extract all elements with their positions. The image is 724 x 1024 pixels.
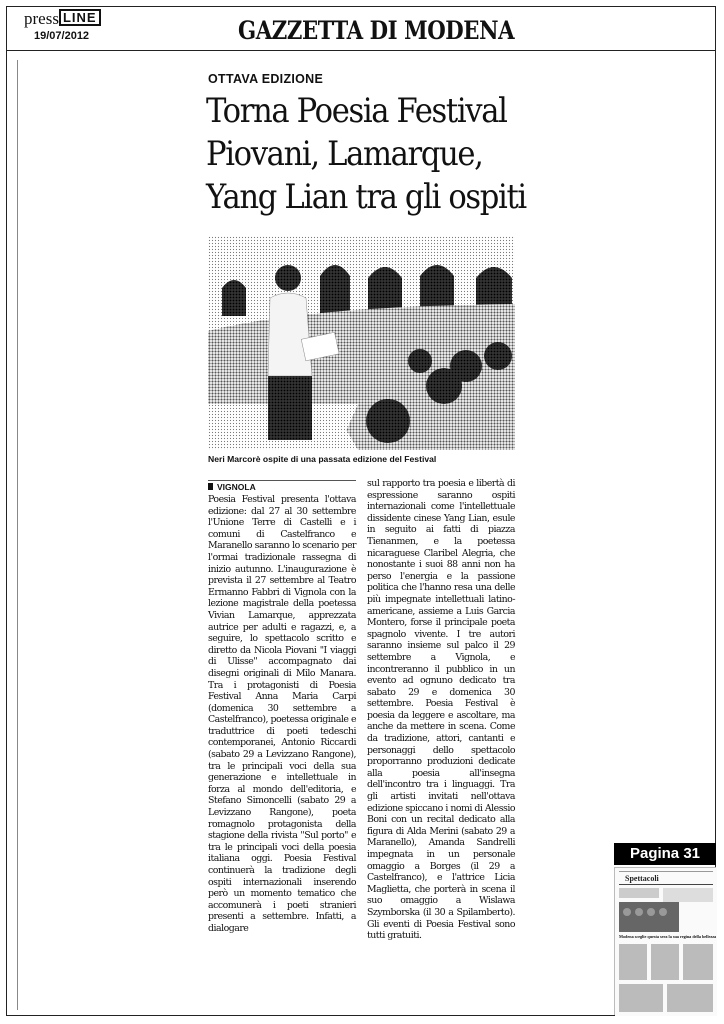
headline-line-1: Torna Poesia Festival — [206, 91, 507, 131]
article-kicker: OTTAVA EDIZIONE — [208, 72, 324, 86]
headline-line-2: Piovani, Lamarque, — [206, 134, 483, 174]
logo-press-text: press — [24, 9, 59, 28]
article-column-1: Poesia Festival presenta l'ottava edizione: dal 27 al 30 settembre l'Unione Terre di Castelli e i comuni di Castelfranco e Maranello saranno lo scenario per l'ormai tradizionale rassegna di inizio autunno. L'inaugurazione è prevista il 27 settembre al Teatro Ermanno Fabbri di Vignola con la lezione magistrale della poetessa Vivian Lamarque, apprezzata autrice per adulti e ragazzi, e, a seguire, lo spettacolo scritto e diretto da Nicola Piovani "I viaggi di Ulisse" accompagnato dai disegni originali di Milo Manara. Tra i protagonisti di Poesia Festival Anna Maria Carpi (domenica 30 settembre a Castelfranco), poetessa originale e traduttrice di poeti tedeschi contemporanei, Antonio Riccardi (sabato 29 a Levizzano Rangone), tra le principali voci della sua generazione e intellettuale in forza al mondo dell'editoria, e Stefano Simoncelli (sabato 29 a Levizzano Rangone), poeta romagnolo protagonista della stagione della rivista "Sul porto" e tra le principali voci della poesia italiana oggi. Poesia Festival continuerà la tradizione degli ospiti internazionali inserendo però un momento tematico che accomunerà i poeti stranieri presenti a settembre. Infatti, a dialogare — [208, 494, 357, 934]
press-date: 19/07/2012 — [34, 30, 90, 42]
logo-line-text: LINE — [59, 9, 101, 26]
section-marker-icon — [208, 483, 213, 490]
headline-line-3: Yang Lian tra gli ospiti — [206, 177, 526, 217]
header-divider — [6, 50, 716, 51]
thumbnail-section-title: Spettacoli — [625, 874, 659, 883]
pressline-logo — [24, 9, 101, 28]
page-thumbnail — [614, 867, 716, 1015]
left-margin-rule — [17, 60, 18, 1010]
photo-caption: Neri Marcorè ospite di una passata edizione del Festival — [208, 454, 437, 464]
section-label — [208, 480, 356, 492]
section-label-text: VIGNOLA — [217, 482, 256, 492]
thumbnail-headline: Modena sceglie questa sera la sua regina della bellezza — [619, 934, 717, 939]
article-column-2: sul rapporto tra poesia e libertà di espressione saranno ospiti internazionali come l'intellettuale dissidente cinese Yang Lian, esule in seguito ai fatti di piazza Tienanmen, e la poetessa nicaraguese Claribel Alegria, che nonostante i suoi 88 anni non ha perso l'energia e la passione politica che l'hanno resa una delle più impegnate intellettuali latino-americane, assieme a Luis Garcia Montero, forse il principale poeta spagnolo vivente. I tre autori saranno insieme sul palco il 29 settembre a Vignola, e incontreranno il pubblico in un evento ad ognuno dedicato tra sabato 29 e domenica 30 settembre. Poesia Festival è poesia da leggere e ascoltare, ma anche da mettere in scena. Come da tradizione, attori, cantanti e personaggi dello spettacolo proporranno produzioni dedicate alla poesia all'insegna dell'incontro tra i linguaggi. Tra gli artisti invitati nell'ottava edizione spiccano i nomi di Alessio Boni con un recital dedicato alla figura di Alda Merini (sabato 29 a Maranello), Amanda Sandrelli impegnata in un personale omaggio a Borges (il 29 a Castelfranco), e l'attrice Licia Maglietta, che porterà in scena il suo omaggio a Wislawa Szymborska (il 30 a Spilamberto). Gli eventi di Poesia Festival sono tutti gratuiti. — [367, 478, 515, 942]
article-photo — [208, 236, 515, 450]
article-headline — [206, 90, 526, 219]
newspaper-masthead: GAZZETTA DI MODENA — [238, 16, 515, 45]
page-number-badge: Pagina 31 — [614, 843, 716, 865]
